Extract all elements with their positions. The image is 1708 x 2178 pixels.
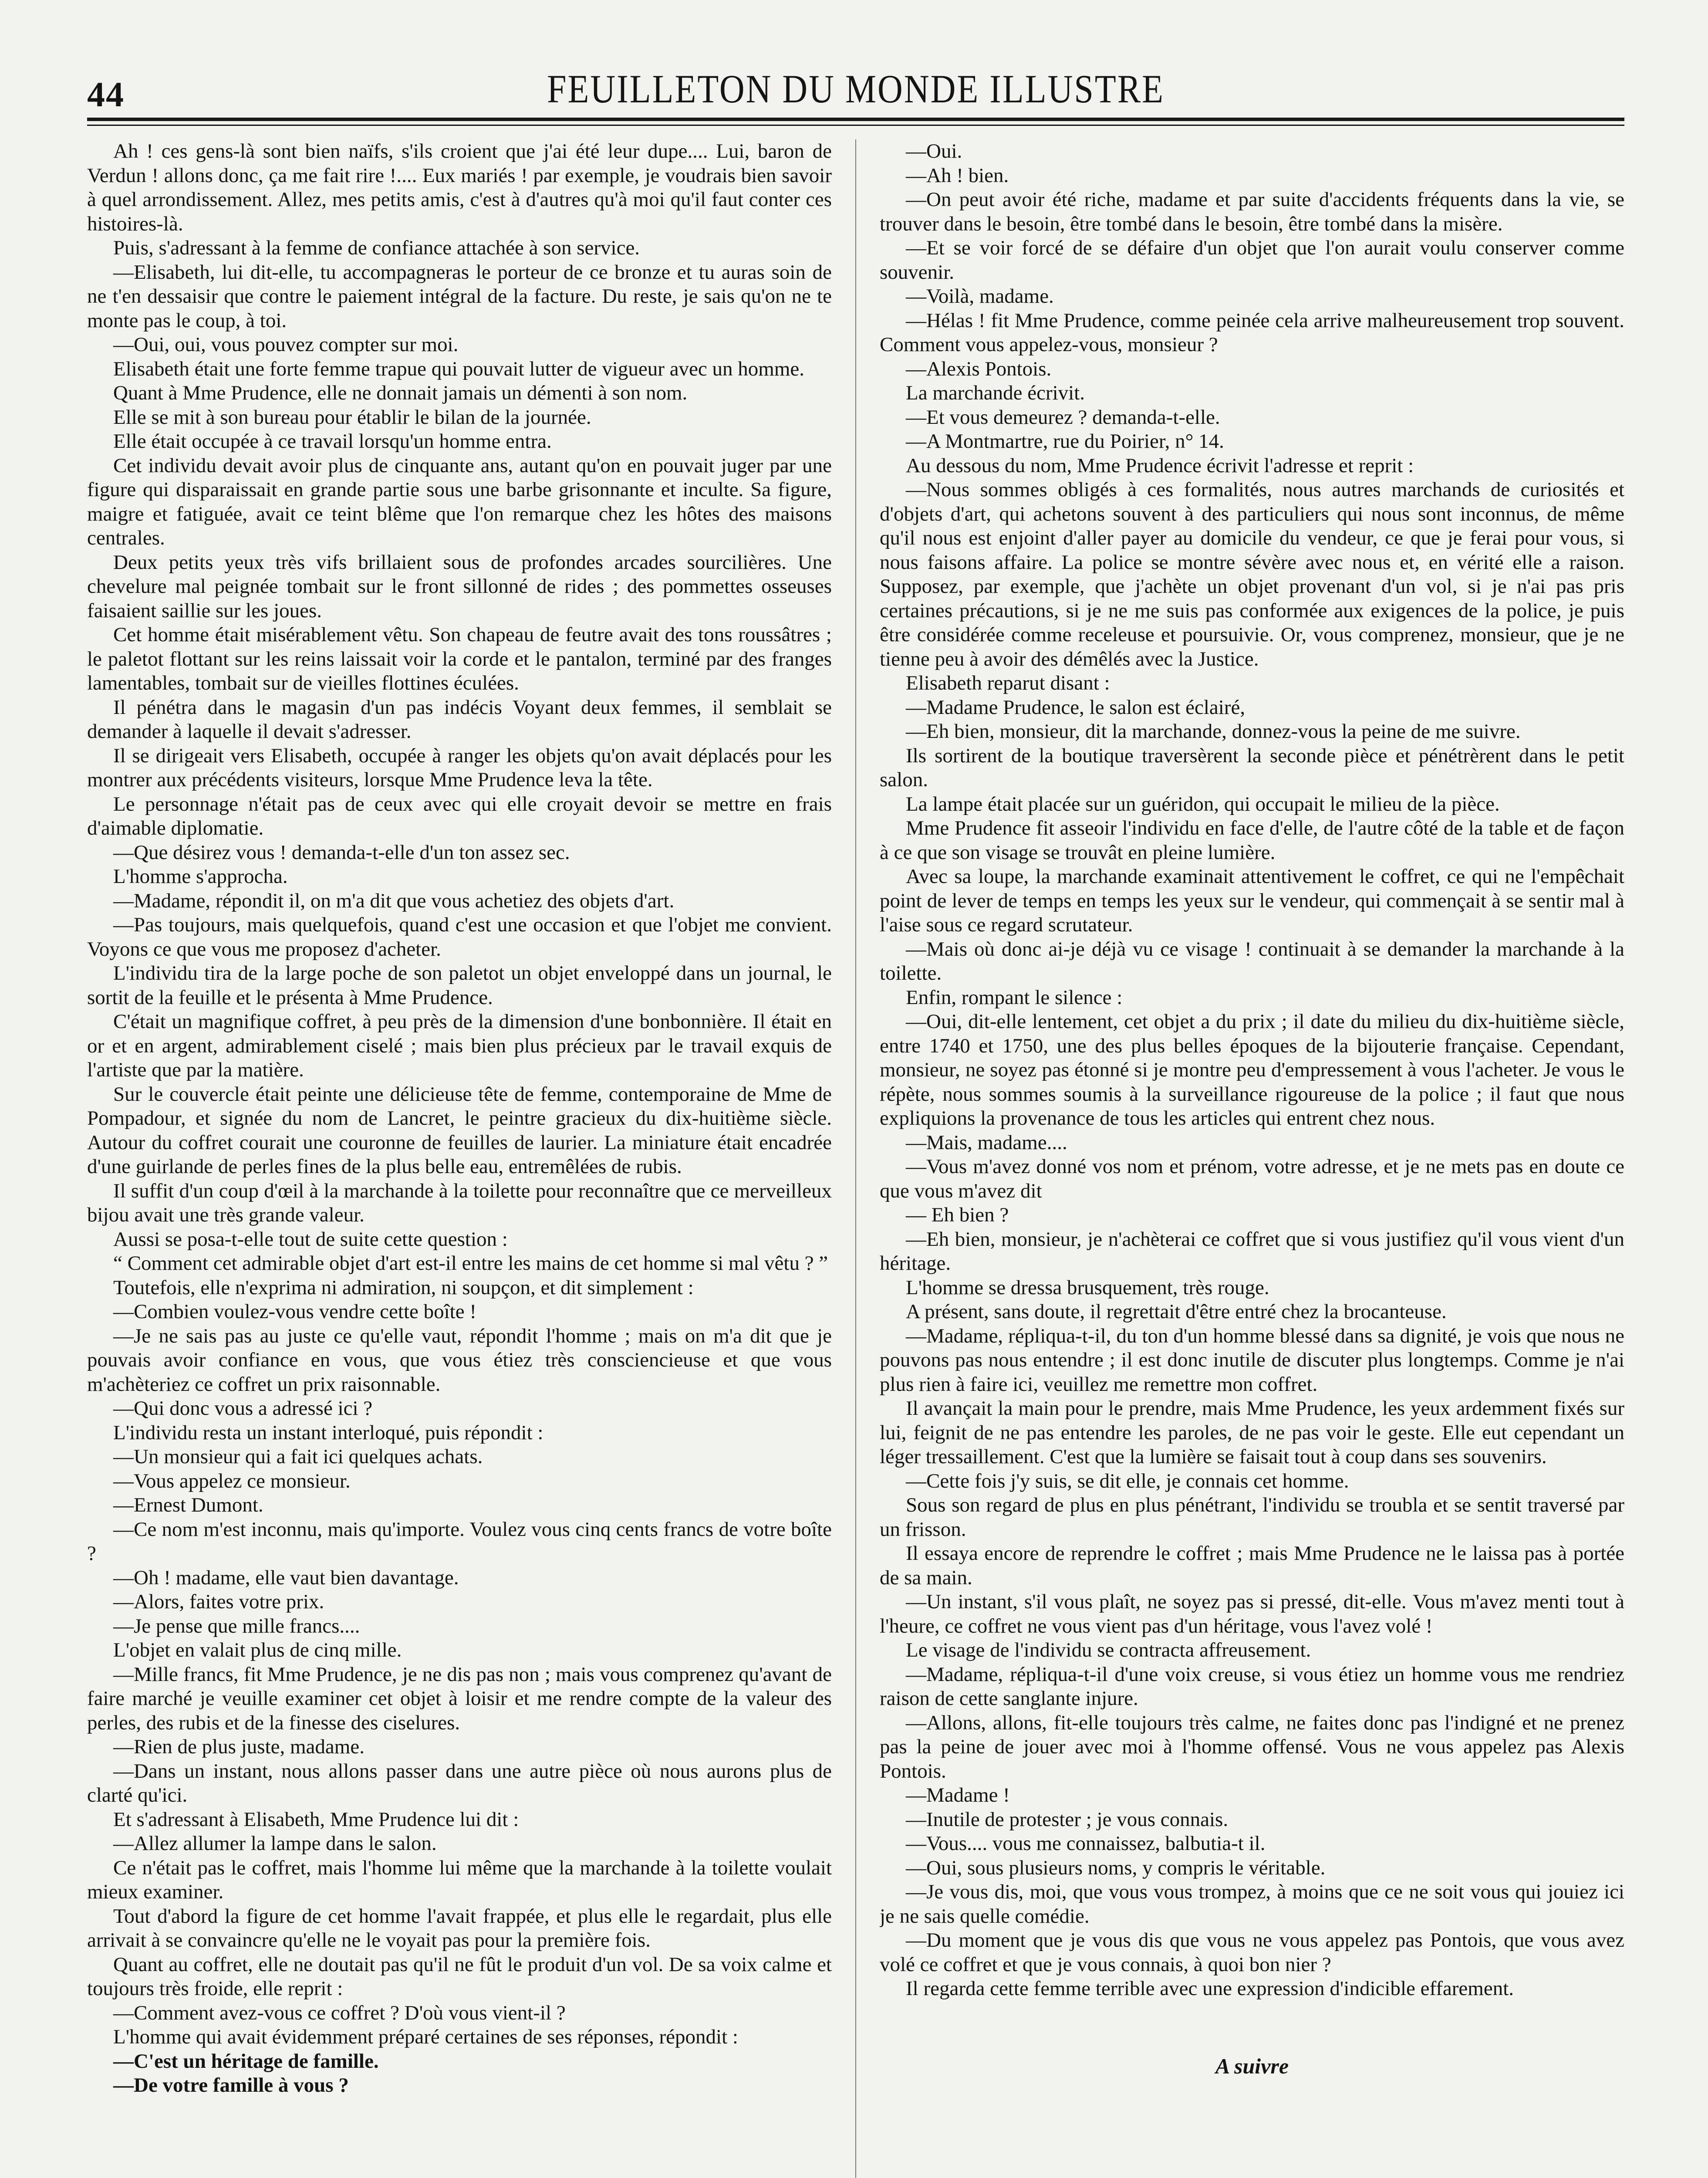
paragraph: —Rien de plus juste, madame. [113,1735,365,1758]
paragraph: —Je ne sais pas au juste ce qu'elle vaut, répondit l'homme ; mais on m'a dit que je pouvais avoir confiance en vous, que vous étiez très consciencieuse et que vous m'achèteriez ce coffret un prix raisonnable. [87,1324,832,1396]
paragraph: —Que désirez vous ! demanda-t-elle d'un ton assez sec. [113,841,570,864]
header-rule-thin [87,125,1624,126]
paragraph: Quant au coffret, elle ne doutait pas qu'il ne fût le produit d'un vol. De sa voix calme et toujours très froide, elle reprit : [87,1953,832,2000]
paragraph: —Hélas ! fit Mme Prudence, comme peinée cela arrive malheureusement trop souvent. Comment vous appelez-vous, monsieur ? [880,309,1624,356]
paragraph: —De votre famille à vous ? [113,2074,349,2097]
paragraph: —Oui, sous plusieurs noms, y compris le véritable. [906,1856,1326,1879]
paragraph: Quant à Mme Prudence, elle ne donnait jamais un démenti à son nom. [113,382,688,404]
paragraph: —Madame ! [906,1784,1010,1806]
paragraph: —Ah ! bien. [906,164,1009,187]
paragraph: Au dessous du nom, Mme Prudence écrivit l'adresse et reprit : [906,454,1414,477]
paragraph: Aussi se posa-t-elle tout de suite cette question : [113,1228,508,1251]
text-columns [87,139,1624,2178]
paragraph: —Vous.... vous me connaissez, balbutia-t il. [906,1832,1266,1855]
paragraph: Elle se mit à son bureau pour établir le bilan de la journée. [113,406,591,429]
paragraph: Il regarda cette femme terrible avec une expression d'indicible effarement. [906,1977,1514,2000]
paragraph: —Mille francs, fit Mme Prudence, je ne dis pas non ; mais vous comprenez qu'avant de faire marché je veuille examiner cet objet à loisir et me rendre compte de la valeur des perles, des rubis et de la finesse des ciselures. [87,1663,832,1734]
paragraph: La lampe était placée sur un guéridon, qui occupait le milieu de la pièce. [906,792,1500,815]
paragraph: —Ce nom m'est inconnu, mais qu'importe. Voulez vous cinq cents francs de votre boîte ? [87,1518,832,1565]
paragraph: Tout d'abord la figure de cet homme l'avait frappée, et plus elle le regardait, plus elle arrivait à se convaincre qu'elle ne le voyait pas pour la première fois. [87,1904,832,1951]
paragraph: Cet homme était misérablement vêtu. Son chapeau de feutre avait des tons roussâtres ; le paletot flottant sur les reins laissait voir la corde et le pantalon, terminé par des franges lamentables, tombait sur de vieilles flottines éculées. [87,623,832,694]
paragraph: —Oui, dit-elle lentement, cet objet a du prix ; il date du milieu du dix-huitième siècle, entre 1740 et 1750, une des plus belles époques de la bijouterie française. Cependant, monsieur, ne soyez pas étonné si je montre peu d'empressement à vous l'acheter. Je vous le répète, nous sommes soumis à la surveillance rigoureuse de la police ; il faut que nous expliquions la provenance de tous les articles qui entrent chez nous. [880,1010,1624,1130]
paragraph: —Comment avez-vous ce coffret ? D'où vous vient-il ? [113,2001,566,2024]
paragraph: —Madame, répliqua-t-il d'une voix creuse, si vous étiez un homme vous me rendriez raison de cette sanglante injure. [880,1663,1624,1710]
paragraph: Toutefois, elle n'exprima ni admiration, ni soupçon, et dit simplement : [113,1276,694,1299]
paragraph: —Nous sommes obligés à ces formalités, nous autres marchands de curiosités et d'objets d'art, qui achetons souvent à des particuliers qui nous sont inconnus, de même qu'il nous est enjoint d'aller payer au domicile du vendeur, ce que je ferai pour vous, si nous faisons affaire. La police se montre sévère avec nous et, en vérité elle a raison. Supposez, par exemple, que j'achète un objet provenant d'un vol, si je n'ai pas pris certaines précautions, si je ne me suis pas conformée aux exigences de la police, je puis être considérée comme receleuse et poursuivie. Or, vous comprenez, monsieur, que je ne tienne peu à avoir des démêlés avec la Justice. [880,478,1624,670]
paragraph: —Madame, répliqua-t-il, du ton d'un homme blessé dans sa dignité, je vois que nous ne pouvons pas nous entendre ; il est donc inutile de discuter plus longtemps. Comme je n'ai plus rien à faire ici, veuillez me remettre mon coffret. [880,1324,1624,1396]
paragraph: Mme Prudence fit asseoir l'individu en face d'elle, de l'autre côté de la table et de façon à ce que son visage se trouvât en pleine lumière. [880,817,1624,864]
paragraph: L'individu resta un instant interloqué, puis répondit : [113,1421,543,1444]
paragraph: —Oui, oui, vous pouvez compter sur moi. [113,333,459,356]
paragraph: —Je pense que mille francs.... [113,1614,360,1637]
paragraph: Le visage de l'individu se contracta affreusement. [906,1639,1311,1661]
paragraph: —Eh bien, monsieur, je n'achèterai ce coffret que si vous justifiez qu'il vous vient d'un héritage. [880,1228,1624,1275]
paragraph: — Eh bien ? [906,1204,1009,1226]
paragraph: Cet individu devait avoir plus de cinquante ans, autant qu'on en pouvait juger par une figure qui disparaissait en grande partie sous une barbe grisonnante et inculte. Sa figure, maigre et fatiguée, avait ce teint blême que l'on remarque chez les hôtes des maisons centrales. [87,454,832,549]
paragraph: —Madame Prudence, le salon est éclairé, [906,696,1246,719]
paragraph: La marchande écrivit. [906,382,1085,404]
paragraph: Ah ! ces gens-là sont bien naïfs, s'ils croient que j'ai été leur dupe.... Lui, baron de Verdun ! allons donc, ça me fait rire !.... Eux mariés ! par exemple, je voudrais bien savoir à quel arrondissement. Allez, mes petits amis, c'est à d'autres qu'à moi qu'il faut conter ces histoires-là. [87,140,832,235]
paragraph: —Alexis Pontois. [906,357,1052,380]
paragraph: —Allez allumer la lampe dans le salon. [113,1832,437,1855]
paragraph: —C'est un héritage de famille. [113,2049,379,2073]
paragraph: Elle était occupée à ce travail lorsqu'un homme entra. [113,430,552,453]
paragraph: Elisabeth était une forte femme trapue qui pouvait lutter de vigueur avec un homme. [113,357,805,380]
paragraph: —Inutile de protester ; je vous connais. [906,1808,1229,1831]
paragraph: Avec sa loupe, la marchande examinait attentivement le coffret, ce qui ne l'empêchait point de lever de temps en temps les yeux sur le vendeur, qui commençait à se sentir mal à l'aise sous ce regard scrutateur. [880,865,1624,936]
paragraph: L'homme qui avait évidemment préparé certaines de ses réponses, répondit : [113,2026,738,2048]
right-column [880,139,1624,2178]
paragraph: Puis, s'adressant à la femme de confiance attachée à son service. [113,237,640,259]
paragraph: Enfin, rompant le silence : [906,986,1123,1009]
paragraph: —Un monsieur qui a fait ici quelques achats. [113,1445,483,1468]
paragraph: —Elisabeth, lui dit-elle, tu accompagneras le porteur de ce bronze et tu auras soin de ne t'en dessaisir que contre le paiement intégral de la facture. Du reste, je sais qu'on ne te monte pas le coup, à toi. [87,260,832,332]
paragraph: —Vous appelez ce monsieur. [113,1469,351,1492]
paragraph: —Eh bien, monsieur, dit la marchande, donnez-vous la peine de me suivre. [906,720,1521,743]
paragraph: Sous son regard de plus en plus pénétrant, l'individu se troubla et se sentit traversé par un frisson. [880,1494,1624,1541]
paragraph: —Pas toujours, mais quelquefois, quand c'est une occasion et que l'objet me convient. Voyons ce que vous me proposez d'acheter. [87,913,832,960]
paragraph: —Je vous dis, moi, que vous vous trompez, à moins que ce ne soit vous qui jouiez ici je ne sais quelle comédie. [880,1880,1624,1928]
paragraph: Et s'adressant à Elisabeth, Mme Prudence lui dit : [113,1808,519,1831]
paragraph: A présent, sans doute, il regrettait d'être entré chez la brocanteuse. [906,1300,1447,1323]
paragraph: Ce n'était pas le coffret, mais l'homme lui même que la marchande à la toilette voulait mieux examiner. [87,1856,832,1903]
paragraph: —Mais où donc ai-je déjà vu ce visage ! continuait à se demander la marchande à la toilette. [880,937,1624,984]
paragraph: —Et se voir forcé de se défaire d'un objet que l'on aurait voulu conserver comme souvenir. [880,237,1624,284]
paragraph: Il pénétra dans le magasin d'un pas indécis Voyant deux femmes, il semblait se demander à laquelle il devait s'adresser. [87,696,832,743]
paragraph: Sur le couvercle était peinte une délicieuse tête de femme, contemporaine de Mme de Pompadour, et signée du nom de Lancret, le peintre gracieux du dix-huitième siècle. Autour du coffret courait une couronne de feuilles de laurier. La miniature était encadrée d'une guirlande de perles fines de la plus belle eau, entremêlées de rubis. [87,1082,832,1178]
header-rule-thick [87,118,1624,121]
paragraph: Elisabeth reparut disant : [906,672,1110,694]
paragraph: —Ernest Dumont. [113,1494,263,1516]
paragraph: —Oh ! madame, elle vaut bien davantage. [113,1566,459,1589]
paragraph: L'homme se dressa brusquement, très rouge. [906,1276,1269,1299]
publication-title: FEUILLETON DU MONDE ILLUSTRE [547,67,1165,112]
paragraph: —Combien voulez-vous vendre cette boîte ! [113,1300,476,1323]
paragraph: L'individu tira de la large poche de son paletot un objet enveloppé dans un journal, le sortit de la feuille et le présenta à Mme Prudence. [87,962,832,1009]
paragraph: C'était un magnifique coffret, à peu près de la dimension d'une bonbonnière. Il était en or et en argent, admirablement ciselé ; mais bien plus précieux par le travail exquis de l'artiste que par la matière. [87,1010,832,1081]
newspaper-page [87,57,1624,2178]
paragraph: L'objet en valait plus de cinq mille. [113,1639,402,1661]
paragraph: —Mais, madame.... [906,1131,1067,1154]
paragraph: —On peut avoir été riche, madame et par suite d'accidents fréquents dans la vie, se trouver dans le besoin, être tombé dans le besoin, être tombé dans la misère. [880,188,1624,235]
paragraph: “ Comment cet admirable objet d'art est-il entre les mains de cet homme si mal vêtu ? ” [113,1252,828,1275]
paragraph: —Vous m'avez donné vos nom et prénom, votre adresse, et je ne mets pas en doute ce que vous m'avez dit [880,1155,1624,1202]
paragraph: —Qui donc vous a adressé ici ? [113,1397,373,1420]
paragraph: Il se dirigeait vers Elisabeth, occupée à ranger les objets qu'on avait déplacés pour les montrer aux précédents visiteurs, lorsque Mme Prudence leva la tête. [87,744,832,791]
column-separator [855,139,856,2178]
paragraph: —Madame, répondit il, on m'a dit que vous achetiez des objets d'art. [113,889,675,912]
paragraph: Deux petits yeux très vifs brillaient sous de profondes arcades sourcilières. Une chevelure mal peignée tombait sur le front sillonné de rides ; des pommettes osseuses faisaient saillie sur les joues. [87,551,832,622]
paragraph: —Et vous demeurez ? demanda-t-elle. [906,406,1220,429]
paragraph: Il avançait la main pour le prendre, mais Mme Prudence, les yeux ardemment fixés sur lui, feignit de ne pas entendre les paroles, de ne pas voir le geste. Elle eut cependant un léger tressaillement. C'est que la lumière se faisait tout à coup dans ses souvenirs. [880,1397,1624,1468]
page-header [87,57,1624,113]
right-column-body [880,139,1624,2001]
paragraph: —Dans un instant, nous allons passer dans une autre pièce où nous aurons plus de clarté qu'ici. [87,1759,832,1806]
paragraph: L'homme s'approcha. [113,865,288,888]
paragraph: —Un instant, s'il vous plaît, ne soyez pas si pressé, dit-elle. Vous m'avez menti tout à l'heure, ce coffret ne vous vient pas d'un héritage, vous l'avez volé ! [880,1590,1624,1637]
page-number: 44 [87,74,125,114]
left-column [87,139,832,2178]
continuation-note: A suivre [1215,2053,1289,2078]
paragraph: —Voilà, madame. [906,285,1054,308]
paragraph: Il suffit d'un coup d'œil à la marchande à la toilette pour reconnaître que ce merveilleux bijou avait une très grande valeur. [87,1179,832,1226]
paragraph: Le personnage n'était pas de ceux avec qui elle croyait devoir se mettre en frais d'aimable diplomatie. [87,792,832,839]
paragraph: Il essaya encore de reprendre le coffret ; mais Mme Prudence ne le laissa pas à portée de sa main. [880,1542,1624,1589]
paragraph: —Cette fois j'y suis, se dit elle, je connais cet homme. [906,1469,1349,1492]
paragraph: —Allons, allons, fit-elle toujours très calme, ne faites donc pas l'indigné et ne prenez pas la peine de jouer avec moi à l'homme offensé. Vous ne vous appelez pas Alexis Pontois. [880,1711,1624,1782]
paragraph: —Du moment que je vous dis que vous ne vous appelez pas Pontois, que vous avez volé ce coffret et que je vous connais, à quoi bon nier ? [880,1929,1624,1976]
paragraph: —A Montmartre, rue du Poirier, n° 14. [906,430,1224,453]
paragraph: —Oui. [906,140,962,162]
paragraph: Ils sortirent de la boutique traversèrent la seconde pièce et pénétrèrent dans le petit salon. [880,744,1624,791]
paragraph: —Alors, faites votre prix. [113,1590,324,1613]
